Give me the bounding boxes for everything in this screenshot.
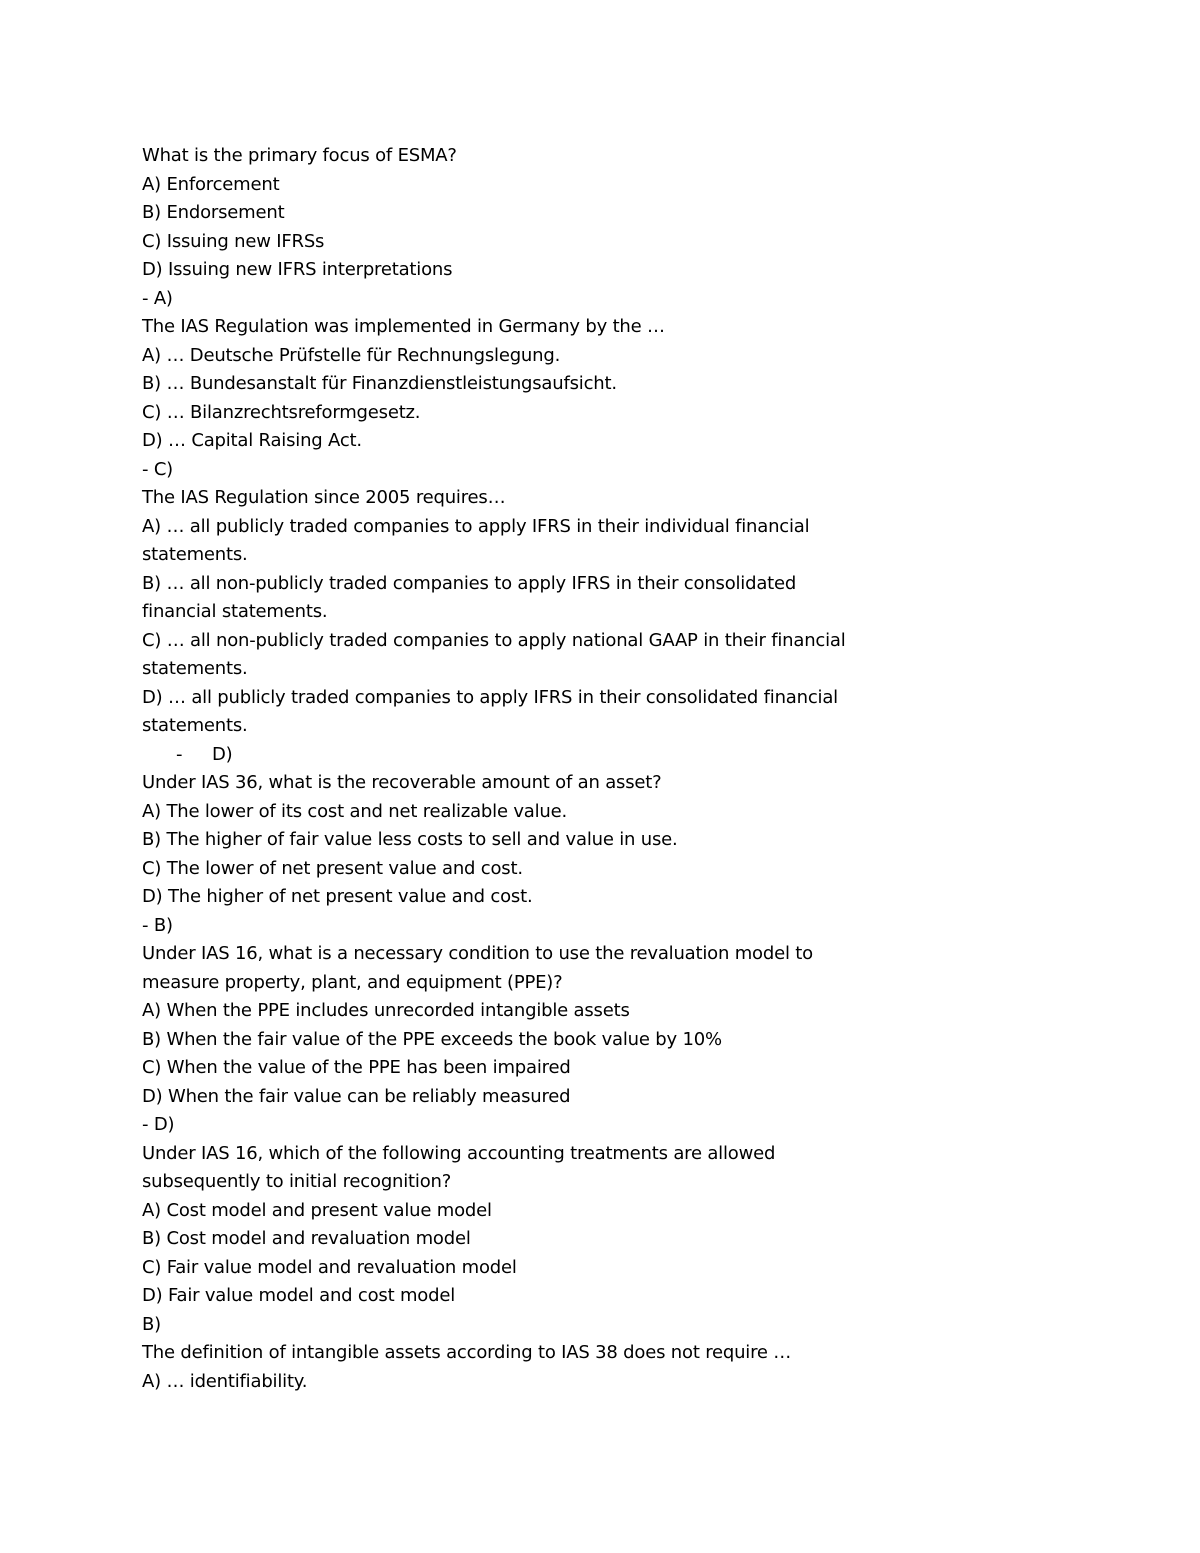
question-3-option-a-line-1: A) … all publicly traded companies to apply IFRS in their individual financial (142, 515, 810, 537)
question-3-option-d-line-1: D) … all publicly traded companies to apply IFRS in their consolidated financial (142, 686, 838, 708)
question-6-text-line-2: subsequently to initial recognition? (142, 1171, 452, 1192)
question-3-option-a-line-2: statements. (142, 544, 248, 565)
question-7-text: The definition of intangible assets according to IAS 38 does not require … (142, 1342, 792, 1363)
question-4-option-c: C) The lower of net present value and cost. (142, 857, 523, 879)
question-5-option-d: D) When the fair value can be reliably measured (142, 1085, 571, 1107)
question-3-option-b-line-2: financial statements. (142, 601, 328, 622)
question-1-option-d: D) Issuing new IFRS interpretations (142, 259, 453, 280)
question-5-text-line-1: Under IAS 16, what is a necessary condition to use the revaluation model to (142, 943, 813, 964)
question-6-text-line-1: Under IAS 16, which of the following accounting treatments are allowed (142, 1142, 776, 1164)
question-3-option-b-line-1: B) … all non-publicly traded companies to apply IFRS in their consolidated (142, 572, 797, 594)
question-3-option-c-line-1: C) … all non-publicly traded companies to apply national GAAP in their financial (142, 629, 846, 651)
question-4-option-b: B) The higher of fair value less costs to sell and value in use. (142, 829, 678, 850)
question-2-option-c: C) … Bilanzrechtsreformgesetz. (142, 401, 421, 423)
question-5-option-a: A) When the PPE includes unrecorded intangible assets (142, 1000, 630, 1021)
question-1-text: What is the primary focus of ESMA? (142, 145, 457, 166)
question-5-option-c: C) When the value of the PPE has been impaired (142, 1057, 571, 1078)
question-4-option-a: A) The lower of its cost and net realizable value. (142, 800, 568, 822)
question-1-option-c: C) Issuing new IFRSs (142, 230, 325, 252)
question-2-option-b: B) … Bundesanstalt für Finanzdienstleistungsaufsicht. (142, 373, 617, 394)
question-4-text: Under IAS 36, what is the recoverable amount of an asset? (142, 772, 662, 793)
question-2-text: The IAS Regulation was implemented in Germany by the … (142, 316, 665, 337)
question-2-option-d: D) … Capital Raising Act. (142, 430, 362, 451)
question-7-option-a: A) … identifiability. (142, 1370, 308, 1392)
question-6-answer: B) (142, 1313, 161, 1335)
question-3-answer-value: D) (212, 743, 233, 765)
question-2-option-a: A) … Deutsche Prüfstelle für Rechnungslegung. (142, 344, 561, 366)
question-6-option-d: D) Fair value model and cost model (142, 1285, 456, 1306)
list-bullet-dash: - (176, 743, 183, 765)
question-1-option-b: B) Endorsement (142, 202, 285, 223)
question-2-answer: - C) (142, 458, 174, 480)
question-3-option-c-line-2: statements. (142, 658, 248, 679)
question-3-answer (142, 741, 902, 770)
question-6-option-a: A) Cost model and present value model (142, 1199, 492, 1221)
question-5-answer: - D) (142, 1114, 175, 1135)
question-6-option-c: C) Fair value model and revaluation model (142, 1256, 517, 1278)
document-body (142, 142, 902, 1396)
question-5-option-b: B) When the fair value of the PPE exceeds the book value by 10% (142, 1028, 722, 1050)
question-5-text-line-2: measure property, plant, and equipment (PPE)? (142, 971, 563, 993)
question-6-option-b: B) Cost model and revaluation model (142, 1228, 471, 1249)
question-4-option-d: D) The higher of net present value and cost. (142, 886, 533, 907)
question-3-text: The IAS Regulation since 2005 requires… (142, 487, 506, 508)
question-3-option-d-line-2: statements. (142, 715, 248, 736)
question-1-answer: - A) (142, 287, 173, 309)
question-1-option-a: A) Enforcement (142, 173, 280, 195)
question-4-answer: - B) (142, 914, 173, 936)
